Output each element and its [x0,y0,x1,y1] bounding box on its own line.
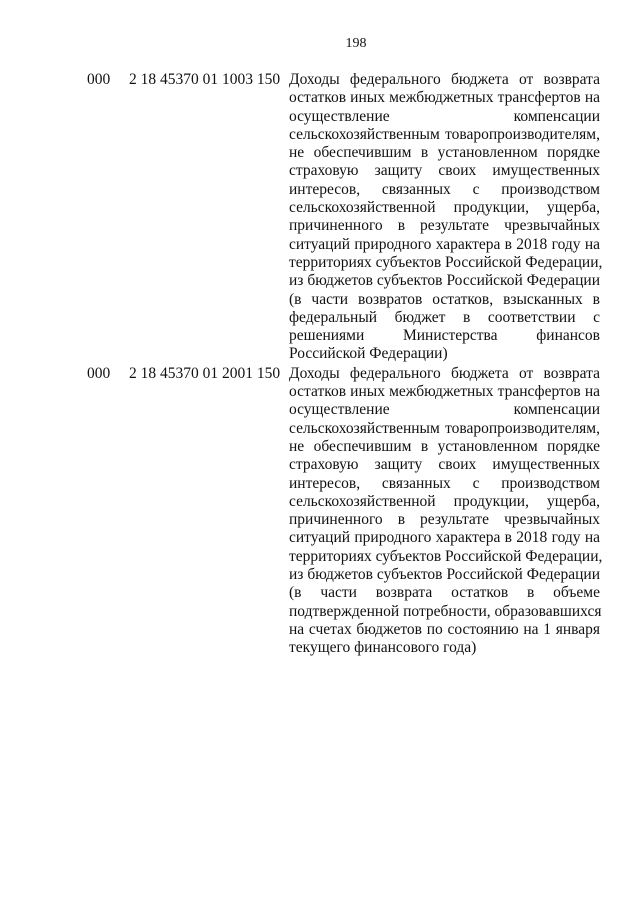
budget-code-entry [87,71,607,364]
description-line: остатков иных межбюджетных трансфертов на [289,89,600,107]
income-description [289,364,603,658]
description-line: территориях субъектов Российской Федерации, [289,253,603,271]
description-line: Доходы федерального бюджета от возврата [289,71,600,88]
description-line: интересов, связанных с производством [289,474,600,492]
admin-code: 000 [87,71,111,88]
description-line: сельскохозяйственным товаропроизводителям, [289,419,600,437]
page-number: 198 [345,36,367,51]
description-line: сельскохозяйственной продукции, ущерба, [289,492,600,510]
description-line: сельскохозяйственной продукции, ущерба, [289,199,600,217]
budget-classification-code: 2 18 45370 01 1003 150 [129,71,281,88]
budget-code-list [87,71,607,658]
admin-code: 000 [87,364,111,382]
budget-classification-code: 2 18 45370 01 2001 150 [129,364,281,382]
description-line: (в части возвратов остатков, взысканных в [289,290,600,308]
description-line: не обеспечившим в установленном порядке [289,437,600,455]
description-line: (в части возврата остатков в объеме [289,584,600,602]
description-line: причиненного в результате чрезвычайных [289,511,600,529]
description-line: осуществление компенсации [289,107,600,125]
description-line: остатков иных межбюджетных трансфертов на [289,383,600,401]
description-line: текущего финансового года) [289,639,477,657]
description-line: сельскохозяйственным товаропроизводителям, [289,125,600,143]
description-line: ситуаций природного характера в 2018 году на [289,529,600,547]
description-line: на счетах бюджетов по состоянию на 1 января [289,620,600,638]
description-line: из бюджетов субъектов Российской Федерации [289,566,600,584]
description-line: интересов, связанных с производством [289,180,600,198]
description-line: решениями Министерства финансов [289,327,600,345]
description-line: страховую защиту своих имущественных [289,456,600,474]
description-line: территориях субъектов Российской Федерации, [289,547,603,565]
description-line: федеральный бюджет в соответствии с [289,308,600,326]
description-line: Российской Федерации) [289,345,448,363]
description-line: причиненного в результате чрезвычайных [289,217,600,235]
income-description [289,71,603,364]
description-line: из бюджетов субъектов Российской Федерации [289,272,600,290]
description-line: страховую защиту своих имущественных [289,162,600,180]
description-line: ситуаций природного характера в 2018 году на [289,235,600,253]
budget-code-entry [87,365,607,658]
description-line: подтвержденной потребности, образовавшихся [289,602,602,620]
description-line: Доходы федерального бюджета от возврата [289,364,600,382]
description-line: осуществление компенсации [289,401,600,419]
description-line: не обеспечившим в установленном порядке [289,144,600,162]
